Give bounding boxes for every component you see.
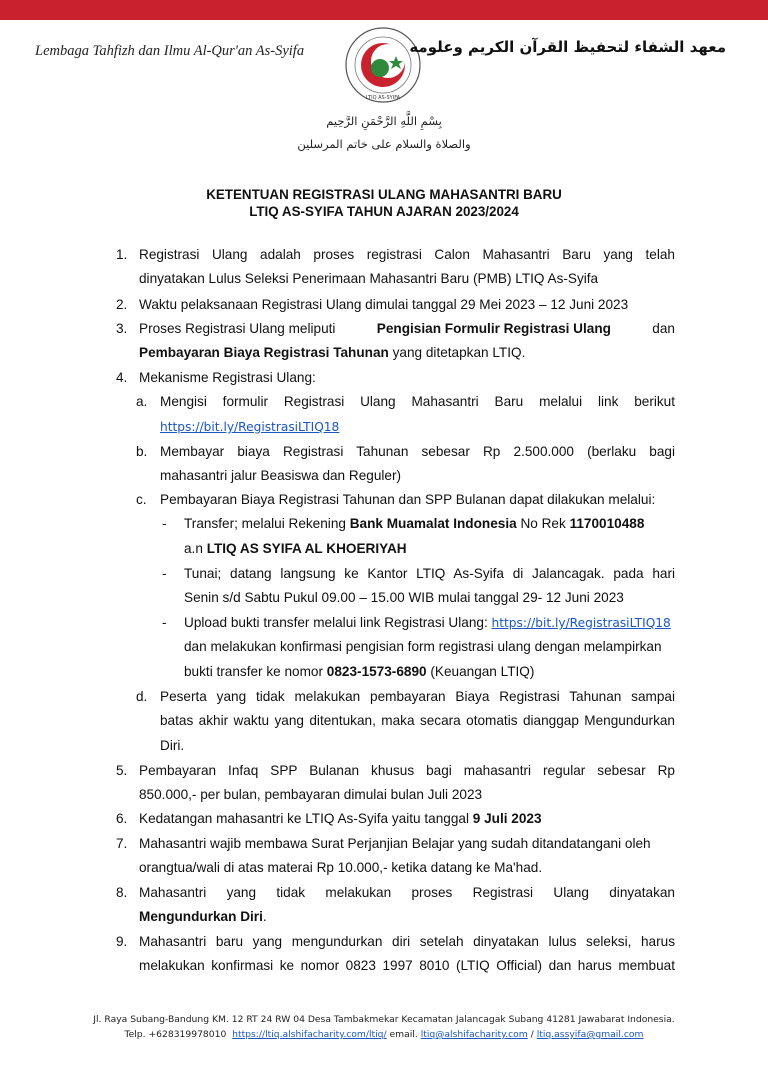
item-4c-line-1: Pembayaran Biaya Registrasi Tahunan dan SPP Bulanan dapat dilakukan melalui: xyxy=(160,492,656,507)
item-3-text: dan xyxy=(652,321,675,336)
item-number: 3. xyxy=(116,321,128,336)
header-color-bar xyxy=(0,0,768,20)
item-6-line-1 xyxy=(139,810,542,828)
bullet-dash: - xyxy=(162,516,167,531)
footer-email-link-2[interactable]: ltiq.assyifa@gmail.com xyxy=(536,1029,644,1040)
item-4d-line-1: Peserta yang tidak melakukan pembayaran Biaya Registrasi Tahunan sampai xyxy=(160,689,675,704)
footer-address: Jl. Raya Subang-Bandung KM. 12 RT 24 RW 04 Desa Tambakmekar Kecamatan Jalancagak Subang 41281 Jawabarat Indonesia. xyxy=(93,1014,675,1025)
transfer-text: No Rek xyxy=(516,516,570,531)
footer-contact xyxy=(0,1029,768,1040)
item-3-bold: Pengisian Formulir Registrasi Ulang xyxy=(376,321,611,336)
item-8-bold: Mengundurkan Diri xyxy=(139,909,263,924)
footer-website-link[interactable]: https://ltiq.alshifacharity.com/ltiq/ xyxy=(232,1029,387,1040)
footer-separator: / xyxy=(527,1029,537,1040)
item-number: 8. xyxy=(116,885,128,900)
item-8-line-2 xyxy=(139,908,267,926)
finance-phone: 0823-1573-6890 xyxy=(326,664,427,679)
item-7-line-1: Mahasantri wajib membawa Surat Perjanjian Belajar yang sudah ditandatangani oleh xyxy=(139,836,651,851)
item-4b-line-2: mahasantri jalur Beasiswa dan Reguler) xyxy=(160,468,402,483)
bullet-dash: - xyxy=(162,566,167,581)
transfer-line-1 xyxy=(184,515,644,533)
cash-line-1: Tunai; datang langsung ke Kantor LTIQ As-Syifa di Jalancagak. pada hari xyxy=(184,566,675,581)
item-number: 5. xyxy=(116,763,128,778)
item-4d-line-2: batas akhir waktu yang ditentukan, maka secara otomatis dianggap Mengundurkan xyxy=(160,713,675,728)
document-subtitle: LTIQ AS-SYIFA TAHUN AJARAN 2023/2024 xyxy=(249,204,519,219)
item-3-text: Proses Registrasi Ulang meliputi xyxy=(139,321,336,336)
item-number: 9. xyxy=(116,934,128,949)
item-number: 7. xyxy=(116,836,128,851)
upload-text: (Keuangan LTIQ) xyxy=(426,664,535,679)
item-9-line-2: melakukan konfirmasi ke nomor 0823 1997 8010 (LTIQ Official) dan harus membuat xyxy=(139,958,675,973)
footer-email-label: email. xyxy=(386,1029,421,1040)
subitem-letter: d. xyxy=(136,689,148,704)
subitem-letter: c. xyxy=(136,492,147,507)
upload-text: Upload bukti transfer melalui link Registrasi Ulang: xyxy=(184,615,492,630)
transfer-text: a.n xyxy=(184,541,207,556)
item-3-bold: Pembayaran Biaya Registrasi Tahunan xyxy=(139,345,389,360)
bank-name: Bank Muamalat Indonesia xyxy=(349,516,517,531)
transfer-line-2 xyxy=(184,540,407,558)
footer-phone: Telp. +628319978010 xyxy=(124,1029,227,1040)
item-3-line-2 xyxy=(139,344,525,362)
upload-text: bukti transfer ke nomor xyxy=(184,664,327,679)
item-4d-line-3: Diri. xyxy=(160,738,185,753)
item-7-line-2: orangtua/wali di atas materai Rp 10.000,- ketika datang ke Ma'had. xyxy=(139,860,543,875)
item-2-line-1: Waktu pelaksanaan Registrasi Ulang dimulai tanggal 29 Mei 2023 – 12 Juni 2023 xyxy=(139,297,629,312)
item-3-line-1 xyxy=(139,320,675,338)
item-1-line-2: dinyatakan Lulus Seleksi Penerimaan Mahasantri Baru (PMB) LTIQ As-Syifa xyxy=(139,271,599,286)
bullet-dash: - xyxy=(162,615,167,630)
account-number: 1170010488 xyxy=(569,516,645,531)
item-8-text: . xyxy=(262,909,267,924)
bismillah-line: بِسْمِ اللَّهِ الرَّحْمَنِ الرَّحِيم xyxy=(326,114,442,128)
item-8-line-1: Mahasantri yang tidak melakukan proses Registrasi Ulang dinyatakan xyxy=(139,885,675,900)
upload-line-3 xyxy=(184,663,534,681)
upload-line-2: dan melakukan konfirmasi pengisian form registrasi ulang dengan melampirkan xyxy=(184,639,662,654)
item-number: 2. xyxy=(116,297,128,312)
document-title: KETENTUAN REGISTRASI ULANG MAHASANTRI BARU xyxy=(206,187,562,202)
item-number: 4. xyxy=(116,370,128,385)
item-3-text: yang ditetapkan LTIQ. xyxy=(388,345,526,360)
item-6-text: Kedatangan mahasantri ke LTIQ As-Syifa yaitu tanggal xyxy=(139,811,473,826)
institution-name-arabic: معهد الشفاء لتحفيظ القرآن الكريم وعلومه xyxy=(409,38,726,56)
cash-line-2: Senin s/d Sabtu Pukul 09.00 – 15.00 WIB mulai tanggal 29- 12 Juni 2023 xyxy=(184,590,624,605)
item-1-line-1: Registrasi Ulang adalah proses registrasi Calon Mahasantri Baru yang telah xyxy=(139,247,675,262)
upload-link[interactable]: https://bit.ly/RegistrasiLTIQ18 xyxy=(491,616,671,630)
item-number: 1. xyxy=(116,247,128,262)
upload-line-1 xyxy=(184,614,671,632)
subitem-letter: b. xyxy=(136,444,148,459)
arrival-date: 9 Juli 2023 xyxy=(472,811,542,826)
footer-email-link-1[interactable]: ltiq@alshifacharity.com xyxy=(420,1029,528,1040)
item-4b-line-1: Membayar biaya Registrasi Tahunan sebesar Rp 2.500.000 (berlaku bagi xyxy=(160,444,675,459)
item-9-line-1: Mahasantri baru yang mengundurkan diri setelah dinyatakan lulus seleksi, harus xyxy=(139,934,675,949)
institution-name-latin: Lembaga Tahfizh dan Ilmu Al-Qur'an As-Syifa xyxy=(35,43,305,59)
logo-label: LTIQ AS-SYIFA xyxy=(365,95,401,101)
item-number: 6. xyxy=(116,811,128,826)
item-5-line-1: Pembayaran Infaq SPP Bulanan khusus bagi mahasantri regular sebesar Rp xyxy=(139,763,675,778)
item-4-line-1: Mekanisme Registrasi Ulang: xyxy=(139,370,316,385)
salawat-line: والصلاة والسلام على خاتم المرسلين xyxy=(297,137,471,151)
account-holder: LTIQ AS SYIFA AL KHOERIYAH xyxy=(206,541,407,556)
item-5-line-2: 850.000,- per bulan, pembayaran dimulai bulan Juli 2023 xyxy=(139,787,483,802)
transfer-text: Transfer; melalui Rekening xyxy=(184,516,350,531)
item-4a-line-1: Mengisi formulir Registrasi Ulang Mahasantri Baru melalui link berikut xyxy=(160,394,675,409)
subitem-letter: a. xyxy=(136,394,148,409)
registration-link[interactable]: https://bit.ly/RegistrasiLTIQ18 xyxy=(160,420,340,434)
